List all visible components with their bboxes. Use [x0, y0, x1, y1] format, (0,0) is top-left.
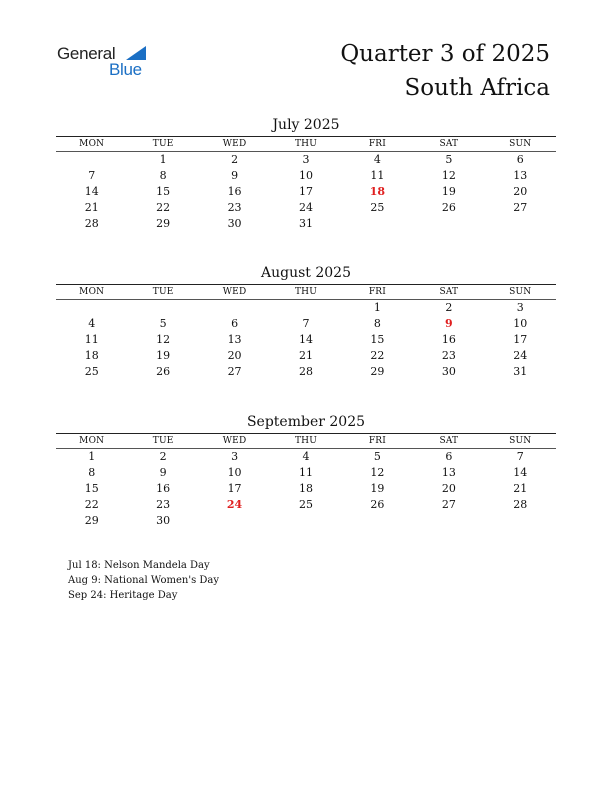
- day-cell: 29: [156, 217, 171, 230]
- day-cell: 7: [516, 450, 524, 463]
- day-cell: 19: [441, 185, 456, 198]
- week-row: [56, 300, 556, 316]
- day-cell: 13: [227, 333, 242, 346]
- week-row: [56, 364, 556, 380]
- weekday-label: FRI: [368, 287, 387, 297]
- month-title: July 2025: [272, 117, 340, 133]
- day-cell: 14: [298, 333, 313, 346]
- day-cell: 16: [156, 482, 171, 495]
- day-cell: 22: [370, 349, 385, 362]
- title-country: South Africa: [404, 75, 550, 101]
- day-cell: 1: [159, 153, 167, 166]
- day-cell: [127, 300, 198, 316]
- day-cell: [485, 216, 556, 232]
- day-cell: 9: [231, 169, 239, 182]
- page-title: [340, 37, 550, 105]
- day-cell: 25: [370, 201, 385, 214]
- day-cell: 3: [516, 301, 524, 314]
- day-cell: 5: [159, 317, 167, 330]
- day-cell: 30: [227, 217, 242, 230]
- day-cell: 15: [156, 185, 171, 198]
- week-row: [56, 497, 556, 513]
- week-row: [56, 152, 556, 168]
- day-cell: 5: [373, 450, 381, 463]
- weekday-header-row: [56, 137, 556, 151]
- day-cell: 27: [227, 365, 242, 378]
- logo-general-text: General: [57, 44, 116, 63]
- day-cell: 27: [513, 201, 528, 214]
- weekday-label: SUN: [509, 139, 532, 149]
- day-cell: 8: [88, 466, 96, 479]
- weekday-header-row: [56, 285, 556, 299]
- day-cell: 4: [88, 317, 96, 330]
- day-cell: [199, 513, 270, 529]
- day-cell: 11: [370, 169, 385, 182]
- day-cell: 20: [227, 349, 242, 362]
- holiday-day-cell: 24: [226, 498, 243, 511]
- day-cell: 1: [373, 301, 381, 314]
- day-cell: 12: [441, 169, 456, 182]
- holiday-day-cell: 9: [445, 317, 453, 330]
- day-cell: 24: [298, 201, 313, 214]
- day-cell: 31: [298, 217, 313, 230]
- week-row: [56, 481, 556, 497]
- day-cell: [270, 300, 341, 316]
- day-cell: 14: [84, 185, 99, 198]
- day-cell: 1: [88, 450, 96, 463]
- day-cell: 17: [298, 185, 313, 198]
- day-cell: [413, 216, 484, 232]
- day-cell: [342, 513, 413, 529]
- month-days: [56, 300, 556, 380]
- day-cell: 25: [84, 365, 99, 378]
- day-cell: 26: [156, 365, 171, 378]
- day-cell: 11: [298, 466, 313, 479]
- logo-triangle-icon: [126, 46, 146, 60]
- holiday-note: Aug 9: National Women's Day: [68, 575, 220, 586]
- day-cell: [413, 513, 484, 529]
- weekday-label: THU: [294, 139, 318, 149]
- day-cell: 9: [159, 466, 167, 479]
- day-cell: 15: [370, 333, 385, 346]
- day-cell: 30: [156, 514, 171, 527]
- month-calendar: [56, 264, 556, 380]
- day-cell: 6: [516, 153, 524, 166]
- day-cell: 16: [441, 333, 456, 346]
- holiday-notes: [68, 558, 219, 603]
- week-row: [56, 348, 556, 364]
- day-cell: 15: [84, 482, 99, 495]
- day-cell: 2: [231, 153, 239, 166]
- day-cell: [270, 513, 341, 529]
- day-cell: 28: [298, 365, 313, 378]
- day-cell: 31: [513, 365, 528, 378]
- day-cell: [199, 300, 270, 316]
- day-cell: 8: [159, 169, 167, 182]
- day-cell: 18: [298, 482, 313, 495]
- day-cell: [342, 216, 413, 232]
- weekday-label: WED: [222, 436, 247, 446]
- weekday-label: WED: [222, 139, 247, 149]
- day-cell: 20: [441, 482, 456, 495]
- day-cell: 8: [373, 317, 381, 330]
- day-cell: 22: [84, 498, 99, 511]
- day-cell: 10: [227, 466, 242, 479]
- day-cell: 12: [156, 333, 171, 346]
- day-cell: 17: [227, 482, 242, 495]
- weekday-header-row: [56, 434, 556, 448]
- weekday-label: TUE: [152, 287, 174, 297]
- day-cell: 3: [231, 450, 239, 463]
- weekday-label: WED: [222, 287, 247, 297]
- day-cell: 4: [373, 153, 381, 166]
- weekday-label: MON: [79, 287, 105, 297]
- weekday-label: MON: [79, 139, 105, 149]
- weekday-label: THU: [294, 287, 318, 297]
- day-cell: 4: [302, 450, 310, 463]
- day-cell: 13: [513, 169, 528, 182]
- day-cell: 13: [441, 466, 456, 479]
- day-cell: [56, 152, 127, 168]
- day-cell: 19: [156, 349, 171, 362]
- day-cell: 6: [445, 450, 453, 463]
- weekday-label: MON: [79, 436, 105, 446]
- day-cell: 22: [156, 201, 171, 214]
- week-row: [56, 184, 556, 200]
- day-cell: 23: [156, 498, 171, 511]
- week-row: [56, 316, 556, 332]
- month-title: August 2025: [261, 265, 351, 281]
- day-cell: 7: [88, 169, 96, 182]
- weekday-label: THU: [294, 436, 318, 446]
- month-calendar: [56, 116, 556, 232]
- day-cell: 20: [513, 185, 528, 198]
- day-cell: 12: [370, 466, 385, 479]
- holiday-note: Jul 18: Nelson Mandela Day: [68, 560, 210, 571]
- day-cell: 27: [441, 498, 456, 511]
- logo-blue-text: Blue: [109, 60, 142, 79]
- day-cell: 2: [159, 450, 167, 463]
- weekday-label: SUN: [509, 287, 532, 297]
- weekday-label: FRI: [368, 139, 387, 149]
- day-cell: 10: [513, 317, 528, 330]
- day-cell: 16: [227, 185, 242, 198]
- day-cell: 23: [441, 349, 456, 362]
- day-cell: 7: [302, 317, 310, 330]
- title-quarter: Quarter 3 of 2025: [340, 41, 550, 67]
- day-cell: [485, 513, 556, 529]
- month-days: [56, 449, 556, 529]
- day-cell: [56, 300, 127, 316]
- day-cell: 18: [84, 349, 99, 362]
- week-row: [56, 449, 556, 465]
- day-cell: 11: [84, 333, 99, 346]
- day-cell: 6: [231, 317, 239, 330]
- day-cell: 23: [227, 201, 242, 214]
- day-cell: 21: [84, 201, 99, 214]
- day-cell: 14: [513, 466, 528, 479]
- day-cell: 17: [513, 333, 528, 346]
- day-cell: 19: [370, 482, 385, 495]
- day-cell: 26: [441, 201, 456, 214]
- day-cell: 2: [445, 301, 453, 314]
- day-cell: 26: [370, 498, 385, 511]
- week-row: [56, 332, 556, 348]
- day-cell: 30: [441, 365, 456, 378]
- weekday-label: SAT: [439, 436, 459, 446]
- holiday-day-cell: 18: [369, 185, 386, 198]
- month-title: September 2025: [246, 414, 366, 430]
- week-row: [56, 200, 556, 216]
- day-cell: 29: [84, 514, 99, 527]
- day-cell: 24: [513, 349, 528, 362]
- weekday-label: SAT: [439, 139, 459, 149]
- generalblue-logo: [57, 44, 157, 84]
- day-cell: 5: [445, 153, 453, 166]
- month-days: [56, 152, 556, 232]
- month-calendar: [56, 413, 556, 529]
- week-row: [56, 513, 556, 529]
- week-row: [56, 216, 556, 232]
- day-cell: 25: [298, 498, 313, 511]
- day-cell: 29: [370, 365, 385, 378]
- day-cell: 28: [513, 498, 528, 511]
- week-row: [56, 465, 556, 481]
- weekday-label: SUN: [509, 436, 532, 446]
- weekday-label: TUE: [152, 436, 174, 446]
- weekday-label: SAT: [439, 287, 459, 297]
- day-cell: 28: [84, 217, 99, 230]
- day-cell: 21: [513, 482, 528, 495]
- day-cell: 21: [298, 349, 313, 362]
- day-cell: 10: [298, 169, 313, 182]
- weekday-label: TUE: [152, 139, 174, 149]
- week-row: [56, 168, 556, 184]
- weekday-label: FRI: [368, 436, 387, 446]
- day-cell: 3: [302, 153, 310, 166]
- holiday-note: Sep 24: Heritage Day: [68, 590, 178, 601]
